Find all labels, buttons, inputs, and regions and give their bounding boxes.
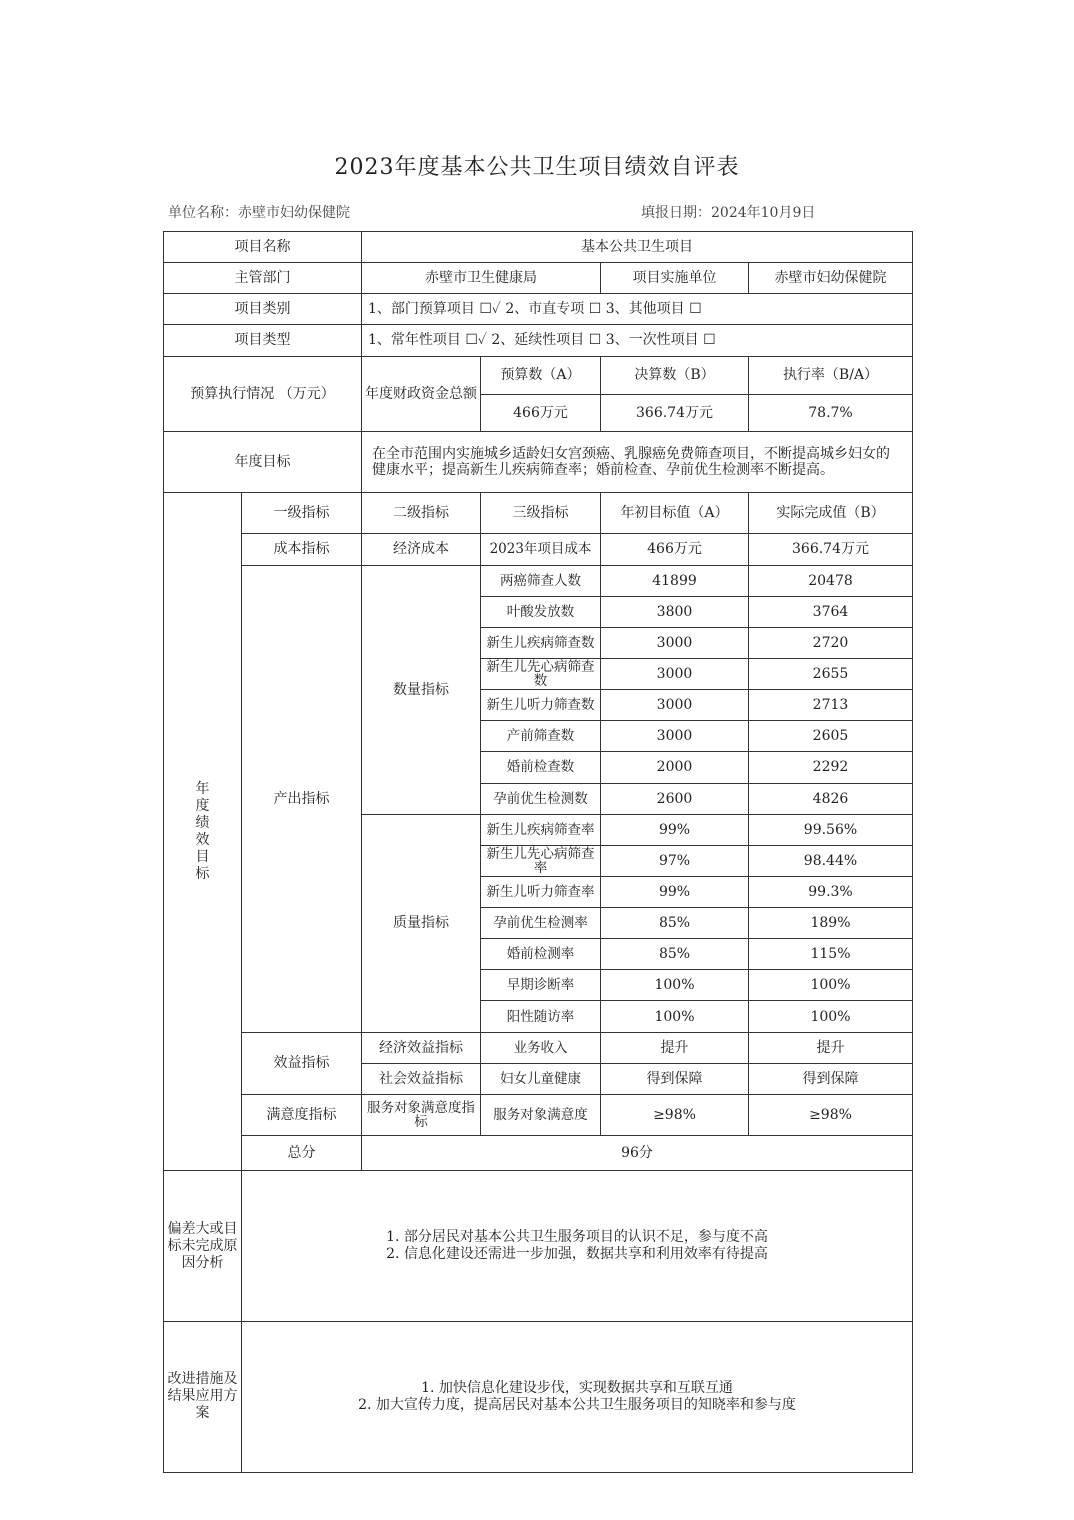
quality-target: 100% [601,1001,749,1032]
cost-target: 466万元 [601,534,749,565]
performance-table [163,231,913,1473]
benefit-level2: 经济效益指标 [362,1032,481,1063]
category-value: 1、部门预算项目 ☐✓ 2、市直专项 ☐ 3、其他项目 ☐ [362,294,913,325]
project-name-value: 基本公共卫生项目 [362,232,913,263]
quantity-actual: 20478 [749,565,913,596]
quantity-name: 新生儿疾病筛查数 [481,627,601,658]
header-target: 年初目标值（A） [601,493,749,534]
table-row [164,1136,913,1171]
rate-col-header: 执行率（B/A） [749,356,913,394]
dept-label: 主管部门 [164,263,362,294]
table-row [164,1171,913,1322]
quantity-target: 3000 [601,658,749,689]
quality-actual: 189% [749,908,913,939]
cost-level3: 2023年项目成本 [481,534,601,565]
quality-name: 新生儿先心病筛查率 [481,845,601,876]
improvement-label: 改进措施及结果应用方案 [164,1321,242,1472]
header-actual: 实际完成值（B） [749,493,913,534]
benefit-target: 提升 [601,1032,749,1063]
benefit-name: 业务收入 [481,1032,601,1063]
improvement-line: 2. 加大宣传力度，提高居民对基本公共卫生服务项目的知晓率和参与度 [358,1396,796,1413]
final-col-header: 决算数（B） [601,356,749,394]
quantity-name: 孕前优生检测数 [481,783,601,814]
quantity-name: 产前筛查数 [481,721,601,752]
cost-actual: 366.74万元 [749,534,913,565]
satisfaction-level1: 满意度指标 [242,1094,362,1135]
quantity-actual: 2720 [749,627,913,658]
quality-actual: 99.56% [749,814,913,845]
total-label: 总分 [242,1136,362,1171]
quality-target: 99% [601,876,749,907]
deviation-label: 偏差大或目标未完成原因分析 [164,1171,242,1322]
quality-name: 婚前检测率 [481,939,601,970]
total-value: 96分 [362,1136,913,1171]
benefit-name: 妇女儿童健康 [481,1063,601,1094]
project-name-label: 项目名称 [164,232,362,263]
quantity-target: 2000 [601,752,749,783]
impl-unit-label: 项目实施单位 [601,263,749,294]
quality-actual: 98.44% [749,845,913,876]
table-row [164,263,913,294]
quantity-actual: 3764 [749,596,913,627]
quantity-actual: 2713 [749,690,913,721]
quality-target: 85% [601,939,749,970]
quantity-actual: 2655 [749,658,913,689]
table-row [164,1321,913,1472]
header-level2: 二级指标 [362,493,481,534]
benefit-actual: 提升 [749,1032,913,1063]
fund-total-label: 年度财政资金总额 [362,356,481,431]
quantity-actual: 2292 [749,752,913,783]
table-row [164,325,913,356]
budget-value: 466万元 [481,394,601,431]
annual-goal-text: 在全市范围内实施城乡适龄妇女宫颈癌、乳腺癌免费筛查项目，不断提高城乡妇女的健康水平；提高新生儿疾病筛查率；婚前检查、孕前优生检测率不断提高。 [362,431,913,492]
satisfaction-level2: 服务对象满意度指标 [362,1094,481,1135]
improvement-content [242,1321,913,1472]
table-row [164,493,913,534]
rate-value: 78.7% [749,394,913,431]
quality-actual: 115% [749,939,913,970]
quantity-name: 两癌筛查人数 [481,565,601,596]
table-row [164,294,913,325]
performance-section-text: 年 度 绩 效 目 标 [195,780,210,882]
quantity-level2: 数量指标 [362,565,481,814]
impl-unit-value: 赤壁市妇幼保健院 [749,263,913,294]
deviation-content [242,1171,913,1322]
quantity-target: 3800 [601,596,749,627]
quality-name: 早期诊断率 [481,970,601,1001]
quality-actual: 99.3% [749,876,913,907]
table-row [164,356,913,394]
table-row [164,232,913,263]
quantity-target: 3000 [601,627,749,658]
type-value: 1、常年性项目 ☐✓ 2、延续性项目 ☐ 3、一次性项目 ☐ [362,325,913,356]
header-level1: 一级指标 [242,493,362,534]
deviation-line: 1. 部分居民对基本公共卫生服务项目的认识不足，参与度不高 [386,1229,768,1246]
table-row [164,1094,913,1135]
quantity-actual: 4826 [749,783,913,814]
quantity-target: 3000 [601,690,749,721]
dept-value: 赤壁市卫生健康局 [362,263,601,294]
quality-target: 97% [601,845,749,876]
deviation-line: 2. 信息化建设还需进一步加强，数据共享和利用效率有待提高 [386,1246,768,1263]
type-label: 项目类型 [164,325,362,356]
table-row [164,565,913,596]
quality-target: 99% [601,814,749,845]
table-row [164,534,913,565]
category-label: 项目类别 [164,294,362,325]
budget-col-header: 预算数（A） [481,356,601,394]
quantity-target: 3000 [601,721,749,752]
benefit-actual: 得到保障 [749,1063,913,1094]
benefit-level2: 社会效益指标 [362,1063,481,1094]
cost-level1: 成本指标 [242,534,362,565]
quality-name: 阳性随访率 [481,1001,601,1032]
quantity-target: 41899 [601,565,749,596]
header-level3: 三级指标 [481,493,601,534]
satisfaction-actual: ≥98% [749,1094,913,1135]
satisfaction-level3: 服务对象满意度 [481,1094,601,1135]
quality-target: 85% [601,908,749,939]
output-level1: 产出指标 [242,565,362,1032]
benefit-target: 得到保障 [601,1063,749,1094]
quantity-name: 新生儿先心病筛查数 [481,658,601,689]
quality-name: 新生儿听力筛查率 [481,876,601,907]
annual-goal-label: 年度目标 [164,431,362,492]
quantity-name: 叶酸发放数 [481,596,601,627]
quantity-target: 2600 [601,783,749,814]
final-value: 366.74万元 [601,394,749,431]
cost-level2: 经济成本 [362,534,481,565]
fill-date: 填报日期：2024年10月9日 [641,205,816,221]
quality-actual: 100% [749,1001,913,1032]
improvement-line: 1. 加快信息化建设步伐，实现数据共享和互联互通 [421,1379,733,1396]
satisfaction-target: ≥98% [601,1094,749,1135]
budget-label: 预算执行情况 （万元） [164,356,362,431]
quality-name: 孕前优生检测率 [481,908,601,939]
quantity-name: 婚前检查数 [481,752,601,783]
table-row [164,1032,913,1063]
table-row [164,431,913,492]
quality-target: 100% [601,970,749,1001]
performance-section-label [164,493,242,1171]
quality-name: 新生儿疾病筛查率 [481,814,601,845]
benefit-level1: 效益指标 [242,1032,362,1094]
document-title: 2023年度基本公共卫生项目绩效自评表 [334,155,740,180]
unit-name: 单位名称：赤壁市妇幼保健院 [168,205,350,221]
quantity-actual: 2605 [749,721,913,752]
quality-level2: 质量指标 [362,814,481,1032]
quantity-name: 新生儿听力筛查数 [481,690,601,721]
quality-actual: 100% [749,970,913,1001]
